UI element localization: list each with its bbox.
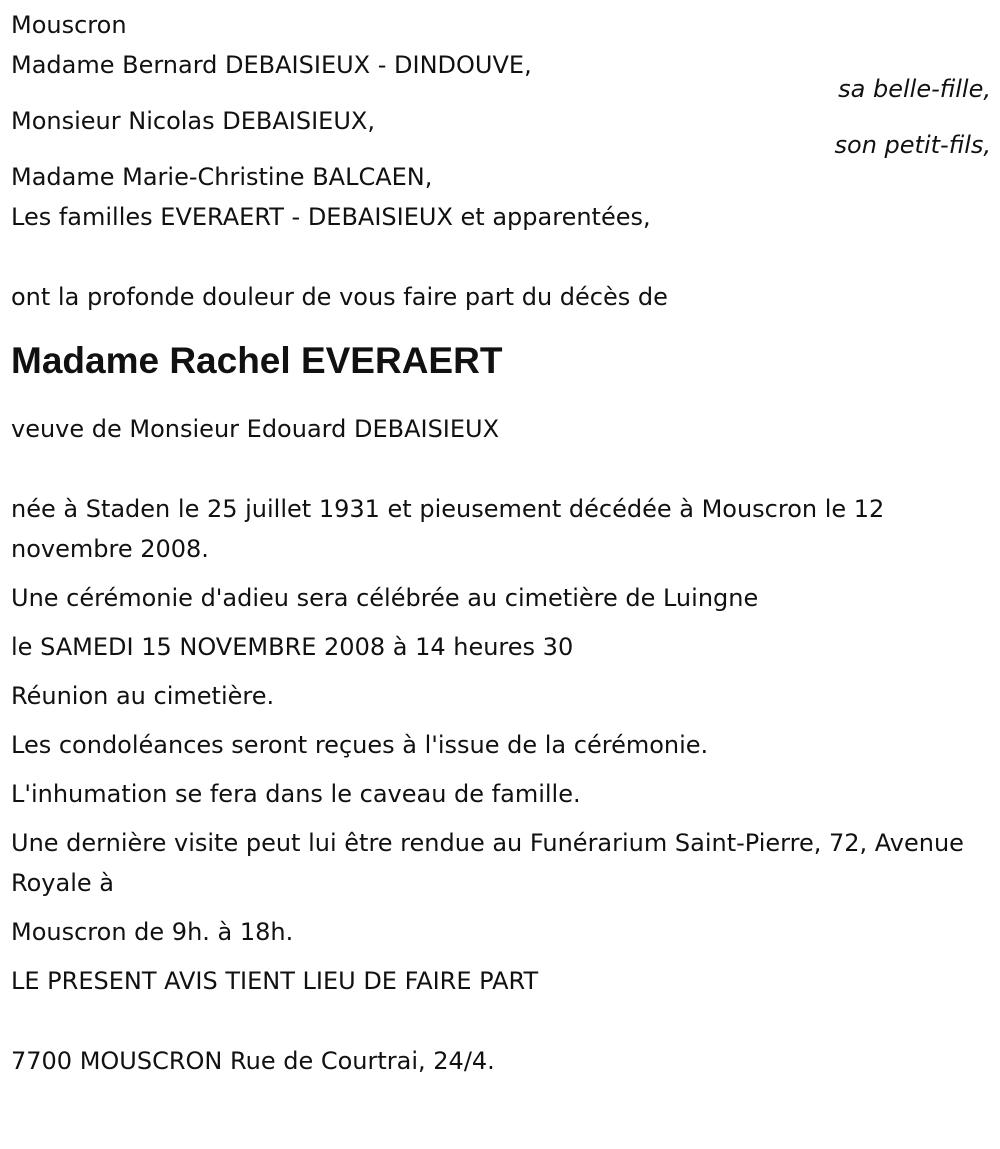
spacer — [11, 1001, 991, 1041]
visit-details: Une dernière visite peut lui être rendue au Funérarium Saint-Pierre, 72, Avenue Royale à — [11, 829, 964, 897]
family-member-relation: son petit-fils, — [834, 131, 991, 159]
deceased-name: Madame Rachel EVERAERT — [11, 340, 503, 381]
ceremony-place: Une cérémonie d'adieu sera célébrée au cimetière de Luingne — [11, 584, 759, 612]
widow-of: veuve de Monsieur Edouard DEBAISIEUX — [11, 415, 500, 443]
announcement: ont la profonde douleur de vous faire part du décès de — [11, 283, 668, 311]
family-member-name: Madame Bernard DEBAISIEUX - DINDOUVE, — [11, 51, 532, 79]
visit-hours: Mouscron de 9h. à 18h. — [11, 918, 294, 946]
spacer — [11, 449, 991, 489]
address: 7700 MOUSCRON Rue de Courtrai, 24/4. — [11, 1047, 495, 1075]
notice-statement: LE PRESENT AVIS TIENT LIEU DE FAIRE PART — [11, 967, 539, 995]
ceremony-date: le SAMEDI 15 NOVEMBRE 2008 à 14 heures 30 — [11, 633, 574, 661]
birth-death-details: née à Staden le 25 juillet 1931 et pieusement décédée à Mouscron le 12 novembre 2008. — [11, 495, 885, 563]
family-member-name: Les familles EVERAERT - DEBAISIEUX et apparentées, — [11, 203, 651, 231]
family-member-name: Monsieur Nicolas DEBAISIEUX, — [11, 107, 375, 135]
obituary-notice — [11, 5, 991, 1081]
town: Mouscron — [11, 11, 127, 39]
meeting-place: Réunion au cimetière. — [11, 682, 275, 710]
family-member-relation: sa belle-fille, — [838, 75, 991, 103]
family-member-name: Madame Marie-Christine BALCAEN, — [11, 163, 433, 191]
condolences: Les condoléances seront reçues à l'issue de la cérémonie. — [11, 731, 709, 759]
burial: L'inhumation se fera dans le caveau de famille. — [11, 780, 581, 808]
spacer — [11, 237, 991, 277]
